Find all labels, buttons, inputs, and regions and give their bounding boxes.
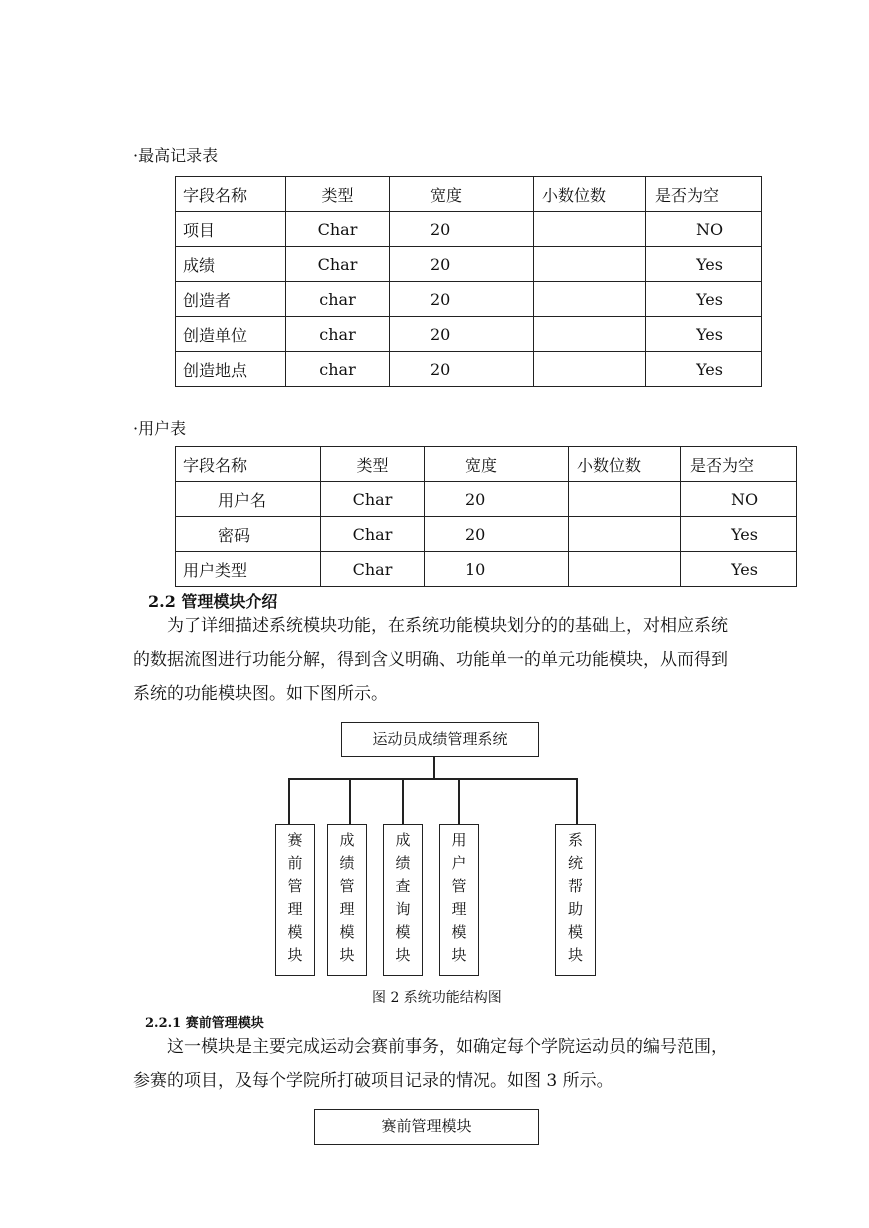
table-cell: Yes: [646, 247, 762, 282]
pre-competition-module-box: 赛前管理模块: [314, 1109, 539, 1145]
table-cell: 20: [390, 317, 534, 352]
subsection-paragraph: 这一模块是主要完成运动会赛前事务，如确定每个学院运动员的编号范围，参赛的项目，及每个学院所打破项目记录的情况。如图 3 所示。: [133, 1037, 728, 1091]
table-cell: 用户类型: [176, 552, 321, 587]
table-cell: 创造地点: [176, 352, 286, 387]
table-cell: Yes: [646, 282, 762, 317]
subsection-heading: 2.2.1 赛前管理模块: [145, 1016, 264, 1031]
table-cell: [534, 317, 646, 352]
table-cell: [534, 352, 646, 387]
connector-line: [458, 778, 460, 825]
table-cell: 用户名: [176, 482, 321, 517]
table-cell: 密码: [176, 517, 321, 552]
table-row: [176, 247, 762, 282]
table-cell: [534, 212, 646, 247]
header-cell: 小数位数: [534, 177, 646, 212]
connector-line: [576, 778, 578, 825]
table-cell: NO: [646, 212, 762, 247]
table-row: [176, 517, 797, 552]
table-cell: Char: [321, 482, 425, 517]
table-cell: 创造者: [176, 282, 286, 317]
section-paragraph: 为了详细描述系统模块功能，在系统功能模块划分的的基础上，对相应系统的数据流图进行功能分解，得到含义明确、功能单一的单元功能模块，从而得到系统的功能模块图。如下图所示。: [133, 616, 728, 704]
table-cell: 成绩: [176, 247, 286, 282]
header-cell: 宽度: [390, 177, 534, 212]
table-cell: Yes: [646, 352, 762, 387]
table-cell: char: [286, 282, 390, 317]
figure-caption: 图 2 系统功能结构图: [372, 990, 502, 1006]
table-row: [176, 282, 762, 317]
table-cell: Char: [286, 247, 390, 282]
table-cell: [569, 482, 681, 517]
connector-line: [288, 778, 578, 780]
table-cell: char: [286, 352, 390, 387]
table-row: [176, 482, 797, 517]
module-node-score-query: [383, 824, 423, 976]
module-node-system-help: [555, 824, 596, 976]
table-row: [176, 352, 762, 387]
table-cell: [534, 282, 646, 317]
module-node-user-management: [439, 824, 479, 976]
header-cell: 是否为空: [646, 177, 762, 212]
header-cell: 字段名称: [176, 447, 321, 482]
user-table: [175, 446, 797, 587]
module-label: 成绩管理模块: [339, 831, 355, 964]
connector-line: [402, 778, 404, 825]
header-cell: 宽度: [425, 447, 569, 482]
table-cell: 20: [390, 212, 534, 247]
table-header-row: [176, 447, 797, 482]
table-cell: 20: [390, 352, 534, 387]
header-cell: 类型: [321, 447, 425, 482]
table-row: [176, 317, 762, 352]
table-cell: Yes: [681, 552, 797, 587]
table-cell: Char: [321, 552, 425, 587]
connector-line: [288, 778, 290, 825]
table-cell: 项目: [176, 212, 286, 247]
module-node-score-management: [327, 824, 367, 976]
table-header-row: [176, 177, 762, 212]
header-cell: 小数位数: [569, 447, 681, 482]
module-label: 成绩查询模块: [395, 831, 411, 964]
table-cell: Yes: [681, 517, 797, 552]
record-table: [175, 176, 762, 387]
table-cell: [534, 247, 646, 282]
header-cell: 字段名称: [176, 177, 286, 212]
table-cell: 10: [425, 552, 569, 587]
table-cell: Yes: [646, 317, 762, 352]
module-label: 用户管理模块: [451, 831, 467, 964]
table-cell: NO: [681, 482, 797, 517]
table-cell: 创造单位: [176, 317, 286, 352]
section-heading: 2.2 管理模块介绍: [148, 592, 278, 611]
header-cell: 是否为空: [681, 447, 797, 482]
table1-title: ·最高记录表: [133, 146, 219, 165]
table2-title: ·用户表: [133, 419, 187, 438]
root-node: 运动员成绩管理系统: [341, 722, 539, 757]
table-cell: 20: [390, 282, 534, 317]
table-cell: 20: [425, 482, 569, 517]
module-label: 赛前管理模块: [287, 831, 303, 964]
module-node-pre-competition: [275, 824, 315, 976]
table-cell: [569, 517, 681, 552]
table-cell: 20: [390, 247, 534, 282]
table-cell: Char: [321, 517, 425, 552]
table-row: [176, 552, 797, 587]
connector-line: [349, 778, 351, 825]
table-cell: 20: [425, 517, 569, 552]
connector-line: [433, 757, 435, 779]
module-label: 系统帮助模块: [568, 831, 584, 964]
table-cell: char: [286, 317, 390, 352]
table-cell: Char: [286, 212, 390, 247]
table-cell: [569, 552, 681, 587]
table-row: [176, 212, 762, 247]
header-cell: 类型: [286, 177, 390, 212]
